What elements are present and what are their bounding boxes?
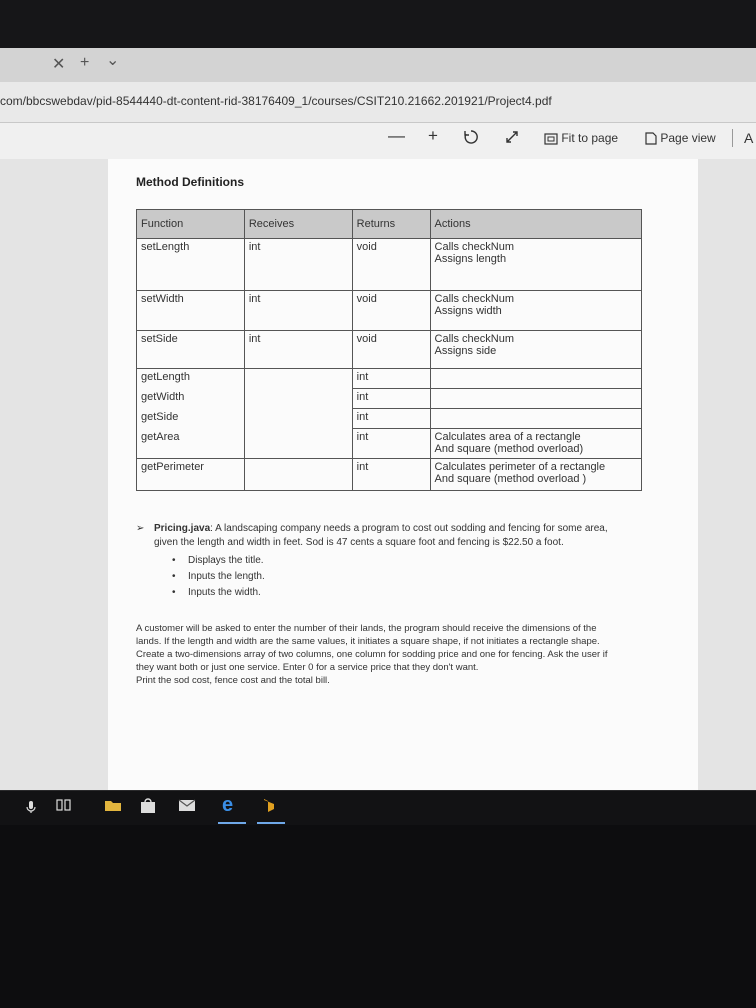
cell-receives <box>244 409 352 429</box>
cell-receives <box>244 429 352 459</box>
cell-function: getPerimeter <box>137 459 245 491</box>
page-view-label: Page view <box>660 131 716 145</box>
cell-returns: void <box>352 239 430 291</box>
instructions-paragraph <box>136 622 616 687</box>
zoom-out-button[interactable]: — <box>388 126 405 145</box>
action-line: Calculates area of a rectangle <box>434 431 581 443</box>
action-line: Calculates perimeter of a rectangle <box>434 461 606 473</box>
app-icon[interactable] <box>262 798 276 819</box>
monitor-bezel <box>0 0 756 48</box>
method-definitions-table <box>136 209 642 491</box>
pdf-viewer[interactable] <box>0 159 756 790</box>
cell-function: getLength <box>137 369 245 389</box>
list-item: • Inputs the width. <box>172 586 616 600</box>
header-function: Function <box>137 210 245 239</box>
cell-actions <box>430 369 641 389</box>
cell-function: setWidth <box>137 291 245 331</box>
list-item: • Displays the title. <box>172 554 616 568</box>
table-row <box>137 369 642 389</box>
pricing-description: : A landscaping company needs a program to cost out sodding and fencing for some area, given the length and width in feet. Sod is 47 cents a square foot and fencing is $22.50 a foot. <box>154 523 608 548</box>
file-explorer-icon[interactable] <box>104 798 122 817</box>
fullscreen-icon[interactable] <box>504 129 520 148</box>
fit-to-page-button[interactable] <box>544 131 618 145</box>
cell-function: getWidth <box>137 389 245 409</box>
instruction-line: Create a two-dimensions array of two columns, one column for sodding price and one for fencing. Ask the user if they want both or just one service. Enter 0 for a service price that they don't want. <box>136 649 608 673</box>
pricing-intro <box>136 522 616 550</box>
table-row <box>137 239 642 291</box>
cell-actions <box>430 331 641 369</box>
close-tab-icon[interactable]: ✕ <box>52 56 66 73</box>
cell-returns: void <box>352 291 430 331</box>
cell-returns: int <box>352 429 430 459</box>
action-line: Calls checkNum <box>434 293 514 305</box>
browser-window <box>0 48 756 790</box>
task-view-icon[interactable] <box>56 798 72 817</box>
action-line: Assigns side <box>434 345 497 357</box>
header-actions: Actions <box>430 210 641 239</box>
active-app-indicator <box>257 822 285 824</box>
cell-returns: int <box>352 369 430 389</box>
table-header-row <box>137 210 642 239</box>
table-row <box>137 429 642 459</box>
cell-function: setLength <box>137 239 245 291</box>
action-line: And square (method overload) <box>434 443 584 455</box>
section-heading: Method Definitions <box>136 175 244 189</box>
fit-to-page-icon <box>544 133 558 145</box>
microphone-icon[interactable] <box>26 800 36 817</box>
header-receives: Receives <box>244 210 352 239</box>
read-aloud-button[interactable]: A <box>744 130 754 146</box>
table-row <box>137 331 642 369</box>
table-row <box>137 291 642 331</box>
cell-function: getSide <box>137 409 245 429</box>
cell-function: getArea <box>137 429 245 459</box>
cell-actions <box>430 459 641 491</box>
cell-actions <box>430 409 641 429</box>
cell-receives: int <box>244 239 352 291</box>
rotate-icon[interactable] <box>463 129 479 148</box>
cell-receives <box>244 369 352 389</box>
list-item: • Inputs the length. <box>172 570 616 584</box>
cell-returns: int <box>352 459 430 491</box>
fit-to-page-label: Fit to page <box>561 131 619 145</box>
table-row <box>137 459 642 491</box>
header-returns: Returns <box>352 210 430 239</box>
action-line: Calls checkNum <box>434 333 514 345</box>
pdf-toolbar <box>0 123 756 159</box>
action-line: Assigns width <box>434 305 502 317</box>
pricing-title: Pricing.java <box>154 523 211 534</box>
action-line: And square (method overload ) <box>434 473 587 485</box>
new-tab-icon[interactable]: + <box>80 54 90 71</box>
table-row <box>137 409 642 429</box>
instruction-line: A customer will be asked to enter the number of their lands, the program should receive the dimensions of the lands. If the length and width are the same values, it initiates a square shape, if not initiates a rectangle shape. <box>136 623 600 647</box>
url-text[interactable]: com/bbcswebdav/pid-8544440-dt-content-rid-38176409_1/courses/CSIT210.21662.201921/Project4.pdf <box>0 94 552 108</box>
taskbar <box>0 790 756 825</box>
instruction-line: Print the sod cost, fence cost and the total bill. <box>136 675 330 686</box>
tab-list-icon[interactable]: ⌄ <box>106 52 120 69</box>
cell-actions <box>430 429 641 459</box>
cell-returns: void <box>352 331 430 369</box>
pdf-page <box>108 159 698 790</box>
cell-returns: int <box>352 389 430 409</box>
cell-receives: int <box>244 291 352 331</box>
page-view-icon <box>645 132 657 145</box>
cell-function: setSide <box>137 331 245 369</box>
action-line: Assigns length <box>434 253 507 265</box>
zoom-in-button[interactable]: + <box>428 126 438 145</box>
table-row <box>137 389 642 409</box>
cell-actions <box>430 291 641 331</box>
action-line: Calls checkNum <box>434 241 514 253</box>
page-view-button[interactable] <box>645 131 716 145</box>
cell-returns: int <box>352 409 430 429</box>
active-app-indicator <box>218 822 246 824</box>
edge-icon[interactable]: e <box>222 794 234 816</box>
tab-bar <box>0 48 756 82</box>
cell-receives <box>244 389 352 409</box>
cell-receives <box>244 459 352 491</box>
mail-icon[interactable] <box>178 798 196 817</box>
address-bar[interactable] <box>0 82 756 123</box>
toolbar-divider <box>732 129 733 147</box>
cell-receives: int <box>244 331 352 369</box>
cell-actions <box>430 239 641 291</box>
pricing-section <box>136 522 616 687</box>
arrow-bullet-icon: ➢ <box>136 523 145 534</box>
requirements-list <box>172 554 616 600</box>
store-icon[interactable] <box>140 798 156 819</box>
cell-actions <box>430 389 641 409</box>
